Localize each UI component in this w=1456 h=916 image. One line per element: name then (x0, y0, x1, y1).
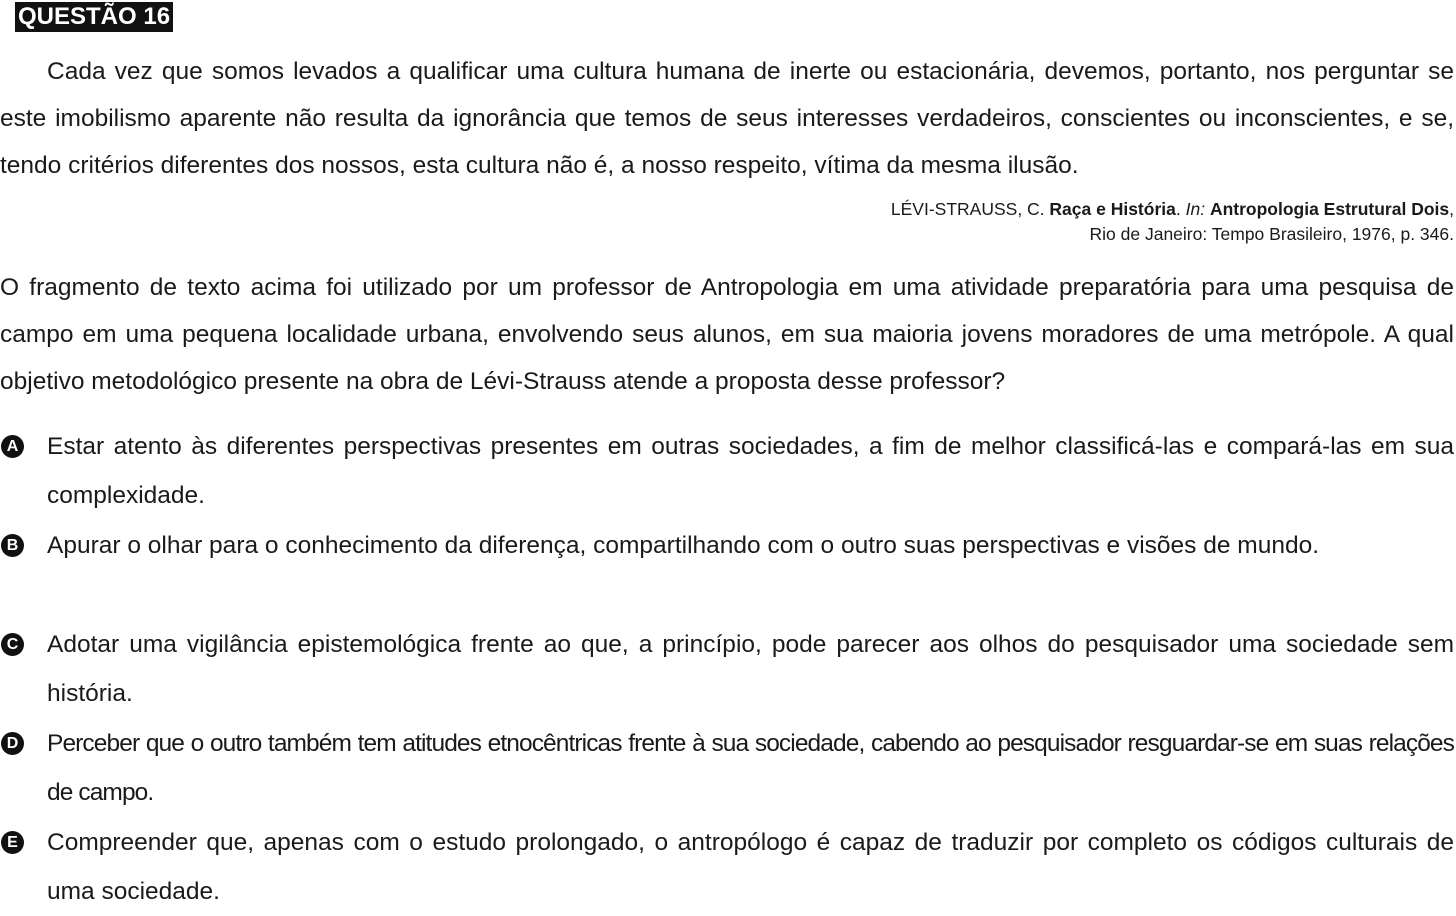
citation-collection: Antropologia Estrutural Dois (1209, 199, 1450, 219)
citation-author: LÉVI-STRAUSS, C. (890, 199, 1050, 219)
option-d[interactable] (0, 718, 1454, 817)
answer-options (0, 421, 1456, 916)
option-c-letter-badge[interactable]: C (1, 633, 24, 656)
option-e-text[interactable]: Compreender que, apenas com o estudo prolongado, o antropólogo é capaz de traduzir por completo os códigos culturais de uma sociedade. (47, 829, 1454, 905)
option-a-text[interactable]: Estar atento às diferentes perspectivas presentes em outras sociedades, a fim de melhor classificá-las e compará-las em sua complexidade. (47, 433, 1454, 509)
option-e[interactable] (0, 817, 1454, 916)
citation-in-label: In: (1185, 199, 1206, 219)
citation (891, 197, 1454, 247)
option-a[interactable] (0, 421, 1454, 520)
option-d-letter-badge[interactable]: D (1, 732, 24, 755)
question-stem: O fragmento de texto acima foi utilizado por um professor de Antropologia em uma atividade preparatória para uma pesquisa de campo em uma pequena localidade urbana, envolvendo seus alunos, em sua maioria jovens moradores de uma metrópole. A qual objetivo metodológico presente na obra de Lévi-Strauss atende a proposta desse professor? (0, 274, 1454, 395)
citation-publisher: Rio de Janeiro: Tempo Brasileiro, 1976, p. 346. (1089, 224, 1454, 244)
option-b-letter-badge[interactable]: B (1, 534, 24, 557)
option-c[interactable] (0, 619, 1454, 718)
option-b-text[interactable]: Apurar o olhar para o conhecimento da diferença, compartilhando com o outro suas perspectivas e visões de mundo. (47, 532, 1320, 559)
citation-comma: , (1449, 199, 1454, 219)
citation-line-1 (891, 197, 1454, 222)
option-c-text[interactable]: Adotar uma vigilância epistemológica frente ao que, a princípio, pode parecer aos olhos do pesquisador uma sociedade sem história. (47, 631, 1454, 707)
citation-sep: . (1175, 199, 1186, 219)
option-e-letter-badge[interactable]: E (1, 831, 24, 854)
option-a-letter-badge[interactable]: A (1, 435, 24, 458)
option-b[interactable] (0, 520, 1454, 619)
citation-work: Raça e História (1049, 199, 1176, 219)
passage-text: Cada vez que somos levados a qualificar uma cultura humana de inerte ou estacionária, devemos, portanto, nos perguntar se este imobilismo aparente não resulta da ignorância que temos de seus interesses verdadeiros, conscientes ou inconscientes, e se, tendo critérios diferentes dos nossos, esta cultura não é, a nosso respeito, vítima da mesma ilusão. (0, 58, 1454, 179)
question-title: QUESTÃO 16 (15, 2, 173, 32)
option-d-text[interactable]: Perceber que o outro também tem atitudes etnocêntricas frente à sua sociedade, cabendo ao pesquisador resguardar-se em suas relações de campo. (47, 730, 1454, 806)
